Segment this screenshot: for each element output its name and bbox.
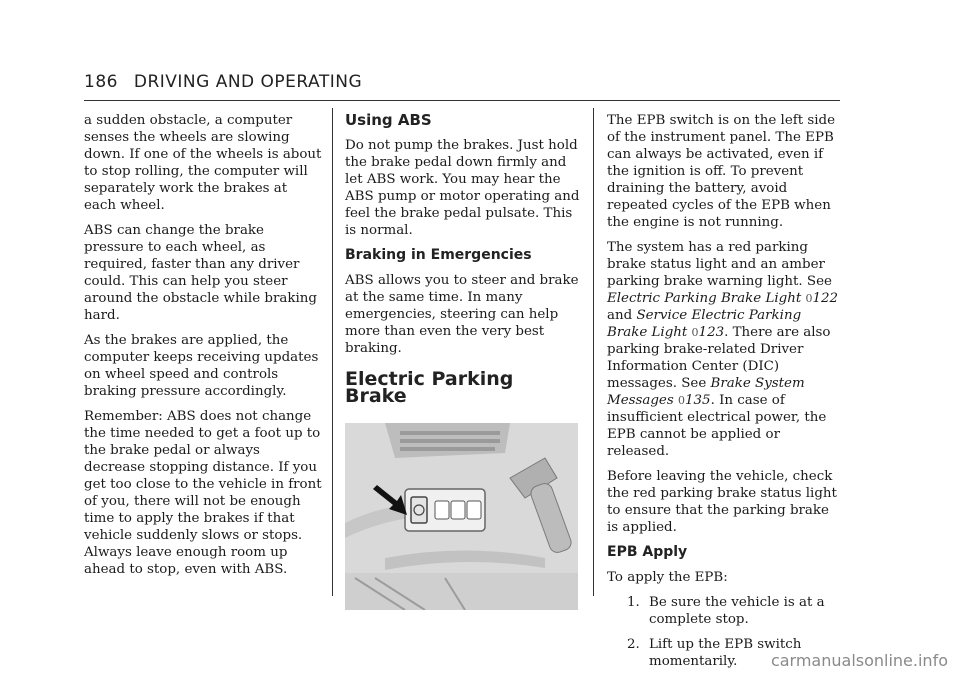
column-divider-1 [332, 108, 333, 596]
epb-switch-illustration [345, 423, 578, 610]
column-divider-2 [593, 108, 594, 596]
column-1 [84, 112, 322, 586]
page-ref-number[interactable]: 122 [812, 291, 839, 306]
xref-brake-system-messages[interactable]: Brake System Messages [607, 376, 805, 408]
paragraph: The EPB switch is on the left side of the instrument panel. The EPB can always be activated, even if the ignition is off. To prevent draining the battery, avoid repeated cycles of the EPB when the engine is not running. [607, 113, 835, 230]
header-rule [84, 100, 840, 101]
paragraph: The system has a red parking brake status light and an amber parking brake warning light. See Electric Parking Brake Light 0122 and Service Electric Parking Brake Light 0123. There are also parking brake-related Driver Information Center (DIC) messages. See Brake System Messages 0135. In case of insufficient electrical power, the EPB cannot be applied or released. [607, 240, 839, 459]
page-ref-icon: 0 [678, 394, 685, 407]
paragraph: a sudden obstacle, a computer senses the wheels are slowing down. If one of the wheels is about to stop rolling, the computer will separately work the brakes at each wheel. [84, 113, 322, 213]
page-ref-number[interactable]: 135 [685, 393, 711, 408]
paragraph: ABS can change the brake pressure to each wheel, as required, faster than any driver could. This can help you steer around the obstacle while braking hard. [84, 223, 317, 323]
xref-electric-parking-brake-light[interactable]: Electric Parking Brake Light [607, 291, 802, 306]
heading-braking-emergencies: Braking in Emergencies [345, 247, 532, 263]
page-ref-number[interactable]: 123 [698, 325, 725, 340]
list-item [627, 594, 841, 628]
heading-using-abs: Using ABS [345, 111, 432, 129]
page-number: 186 [84, 72, 118, 92]
page-ref-icon: 0 [691, 326, 699, 339]
heading-epb-apply: EPB Apply [607, 544, 688, 560]
paragraph: ABS allows you to steer and brake at the same time. In many emergencies, steering can help more than even the very best braking. [345, 273, 579, 356]
page-ref-icon: 0 [805, 292, 813, 305]
watermark: carmanualsonline.info [770, 651, 948, 670]
column-3 [607, 112, 841, 678]
section-title: DRIVING AND OPERATING [133, 72, 363, 92]
step-number: 1. [627, 595, 640, 610]
page-header [84, 72, 362, 92]
paragraph: Do not pump the brakes. Just hold the brake pedal down firmly and let ABS work. You may hear the ABS pump or motor operating and feel the brake pedal pulsate. This is normal. [345, 138, 580, 238]
step-text: Be sure the vehicle is at a complete stop. [649, 595, 825, 627]
heading-electric-parking-brake: Electric Parking Brake [345, 368, 514, 407]
paragraph: Remember: ABS does not change the time needed to get a foot up to the brake pedal or always decrease stopping distance. If you get too close to the vehicle in front of you, there will not be enough time to apply the brakes if that vehicle suddenly slows or stops. Always leave enough room up ahead to stop, even with ABS. [84, 409, 322, 577]
step-text: Lift up the EPB switch momentarily. [649, 637, 802, 669]
column-2 [345, 112, 581, 610]
xref-service-electric-parking-brake-light[interactable]: Service Electric Parking Brake Light [607, 308, 802, 340]
paragraph: Before leaving the vehicle, check the red parking brake status light to ensure that the parking brake is applied. [607, 469, 837, 535]
paragraph: As the brakes are applied, the computer keeps receiving updates on wheel speed and controls braking pressure accordingly. [84, 333, 319, 399]
step-number: 2. [627, 637, 640, 652]
paragraph: To apply the EPB: [607, 570, 728, 585]
